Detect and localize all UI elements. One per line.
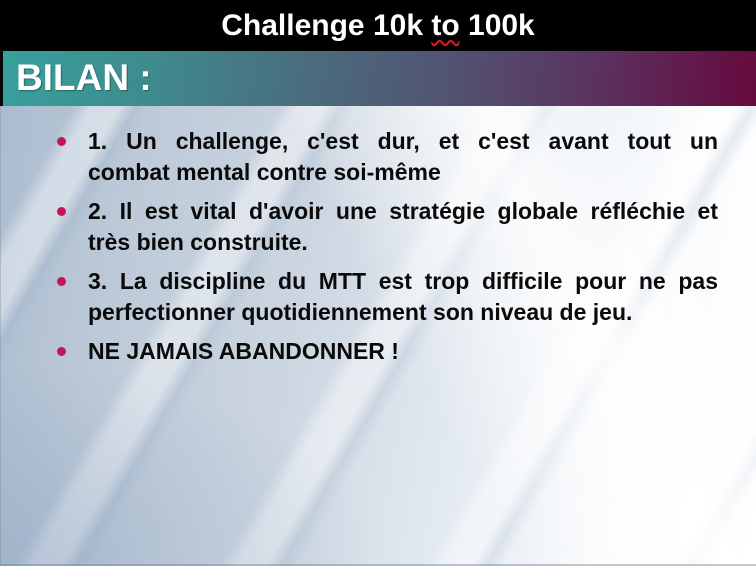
spellcheck-wavy-underline-word: to bbox=[431, 8, 460, 42]
bullet-dot-icon bbox=[57, 347, 66, 356]
bullet-item-4 bbox=[57, 336, 718, 367]
bullet-1-line-1: 1. Un challenge, c'est dur, et c'est avant tout un bbox=[88, 128, 718, 154]
bullet-2-line-1: 2. Il est vital d'avoir une stratégie globale réfléchie et bbox=[88, 198, 718, 224]
slide-title-text-after: 100k bbox=[459, 8, 535, 42]
slide-body bbox=[0, 106, 756, 566]
bullet-3-line-1: 3. La discipline du MTT est trop difficile pour ne pas bbox=[88, 268, 718, 294]
section-banner-label: BILAN : bbox=[16, 56, 152, 98]
bullet-list bbox=[0, 106, 756, 367]
title-bar bbox=[0, 0, 756, 51]
bullet-item-2 bbox=[57, 196, 718, 258]
bullet-1-line-2: combat mental contre soi-même bbox=[88, 159, 441, 185]
bullet-3-line-2: perfectionner quotidiennement son niveau de jeu. bbox=[88, 299, 633, 325]
section-banner bbox=[0, 51, 756, 106]
slide-title bbox=[221, 9, 535, 43]
bullet-2-line-2: très bien construite. bbox=[88, 229, 308, 255]
bullet-4-line-1: NE JAMAIS ABANDONNER ! bbox=[88, 338, 399, 364]
bullet-dot-icon bbox=[57, 207, 66, 216]
bullet-dot-icon bbox=[57, 137, 66, 146]
bullet-dot-icon bbox=[57, 277, 66, 286]
slide-title-text-before: Challenge 10k bbox=[221, 8, 432, 42]
bullet-item-1 bbox=[57, 126, 718, 188]
bullet-item-3 bbox=[57, 266, 718, 328]
